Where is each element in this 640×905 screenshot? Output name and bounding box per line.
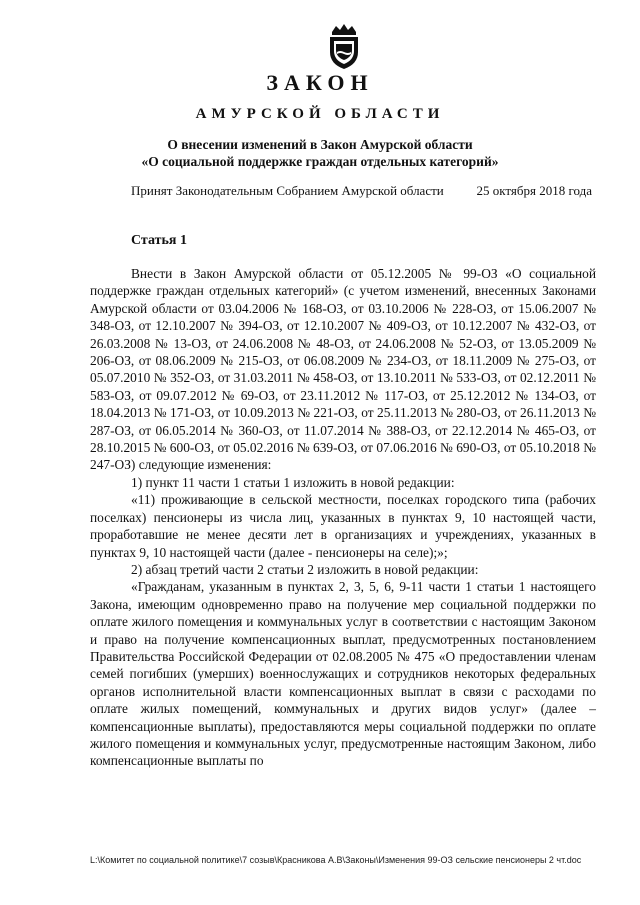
subtitle-line-2: «О социальной поддержке граждан отдельных категорий»: [141, 154, 499, 169]
adopted-by-text: Принят Законодательным Собранием Амурской области: [131, 183, 444, 198]
file-path-footer: L:\Комитет по социальной политике\7 созыв\Красникова А.В\Законы\Изменения 99-ОЗ сельские пенсионеры 2 чт.doc: [90, 855, 582, 865]
region-title: АМУРСКОЙ ОБЛАСТИ: [195, 106, 445, 122]
article-body: [90, 265, 596, 770]
law-title: ЗАКОН: [266, 70, 374, 95]
subtitle-line-1: О внесении изменений в Закон Амурской области: [167, 137, 473, 152]
law-subtitle: [0, 136, 640, 170]
intro-paragraph: Внести в Закон Амурской области от 05.12.2005 № 99-ОЗ «О социальной поддержке граждан отдельных категорий» (с учетом изменений, внесенных Законами Амурской области от 03.04.2006 № 168-ОЗ, от 03.10.2006 № 228-ОЗ, от 15.06.2007 № 348-ОЗ, от 12.10.2007 № 394-ОЗ, от 12.10.2007 № 409-ОЗ, от 10.12.2007 № 432-ОЗ, от 26.03.2008 № 13-ОЗ, от 24.06.2008 № 48-ОЗ, от 24.06.2008 № 52-ОЗ, от 13.05.2009 № 206-ОЗ, от 08.06.2009 № 215-ОЗ, от 06.08.2009 № 234-ОЗ, от 18.11.2009 № 275-ОЗ, от 05.07.2010 № 352-ОЗ, от 31.03.2011 № 458-ОЗ, от 13.10.2011 № 533-ОЗ, от 02.12.2011 № 583-ОЗ, от 09.07.2012 № 69-ОЗ, от 23.11.2012 № 117-ОЗ, от 25.12.2012 № 134-ОЗ, от 18.04.2013 № 171-ОЗ, от 10.09.2013 № 221-ОЗ, от 25.11.2013 № 280-ОЗ, от 26.11.2013 № 287-ОЗ, от 06.05.2014 № 360-ОЗ, от 11.07.2014 № 388-ОЗ, от 22.12.2014 № 465-ОЗ, от 28.10.2015 № 600-ОЗ, от 05.02.2016 № 639-ОЗ, от 07.06.2016 № 690-ОЗ, от 05.10.2018 № 247-ОЗ) следующие изменения:: [90, 266, 596, 473]
article-heading: Статья 1: [131, 233, 187, 248]
amendment-item-2: 2) абзац третий части 2 статьи 2 изложить в новой редакции:: [131, 561, 479, 577]
amendment-item-1-quote: «11) проживающие в сельской местности, поселках городского типа (рабочих поселках) пенсионеры из числа лиц, указанных в пунктах 9, 10 настоящей части, проработавшие не менее десяти лет в организациях и учреждениях, указанных в пунктах 9, 10 настоящей части (далее - пенсионеры на селе);»;: [90, 492, 596, 560]
adoption-date: 25 октября 2018 года: [476, 183, 592, 198]
adoption-line: [131, 183, 592, 199]
amendment-item-1: 1) пункт 11 части 1 статьи 1 изложить в новой редакции:: [131, 474, 455, 490]
amendment-item-2-quote: «Гражданам, указанным в пунктах 2, 3, 5, 6, 9-11 части 1 статьи 1 настоящего Закона, имеющим одновременно право на получение мер социальной поддержки по оплате жилого помещения и коммунальных услуг в соответствии с настоящим Законом и право на получение компенсационных выплат, предусмотренных постановлением Правительства Российской Федерации от 02.08.2005 № 475 «О предоставлении членам семей погибших (умерших) военнослужащих и сотрудников некоторых федеральных органов исполнительной власти компенсационных выплат в связи с расходами по оплате жилых помещений, коммунальных и других видов услуг» (далее – компенсационные выплаты), предоставляются меры социальной поддержки по оплате жилого помещения и коммунальных услуг, предусмотренные настоящим Законом, либо компенсационные выплаты по: [90, 579, 596, 769]
amur-region-coat-of-arms-icon: [326, 22, 362, 70]
